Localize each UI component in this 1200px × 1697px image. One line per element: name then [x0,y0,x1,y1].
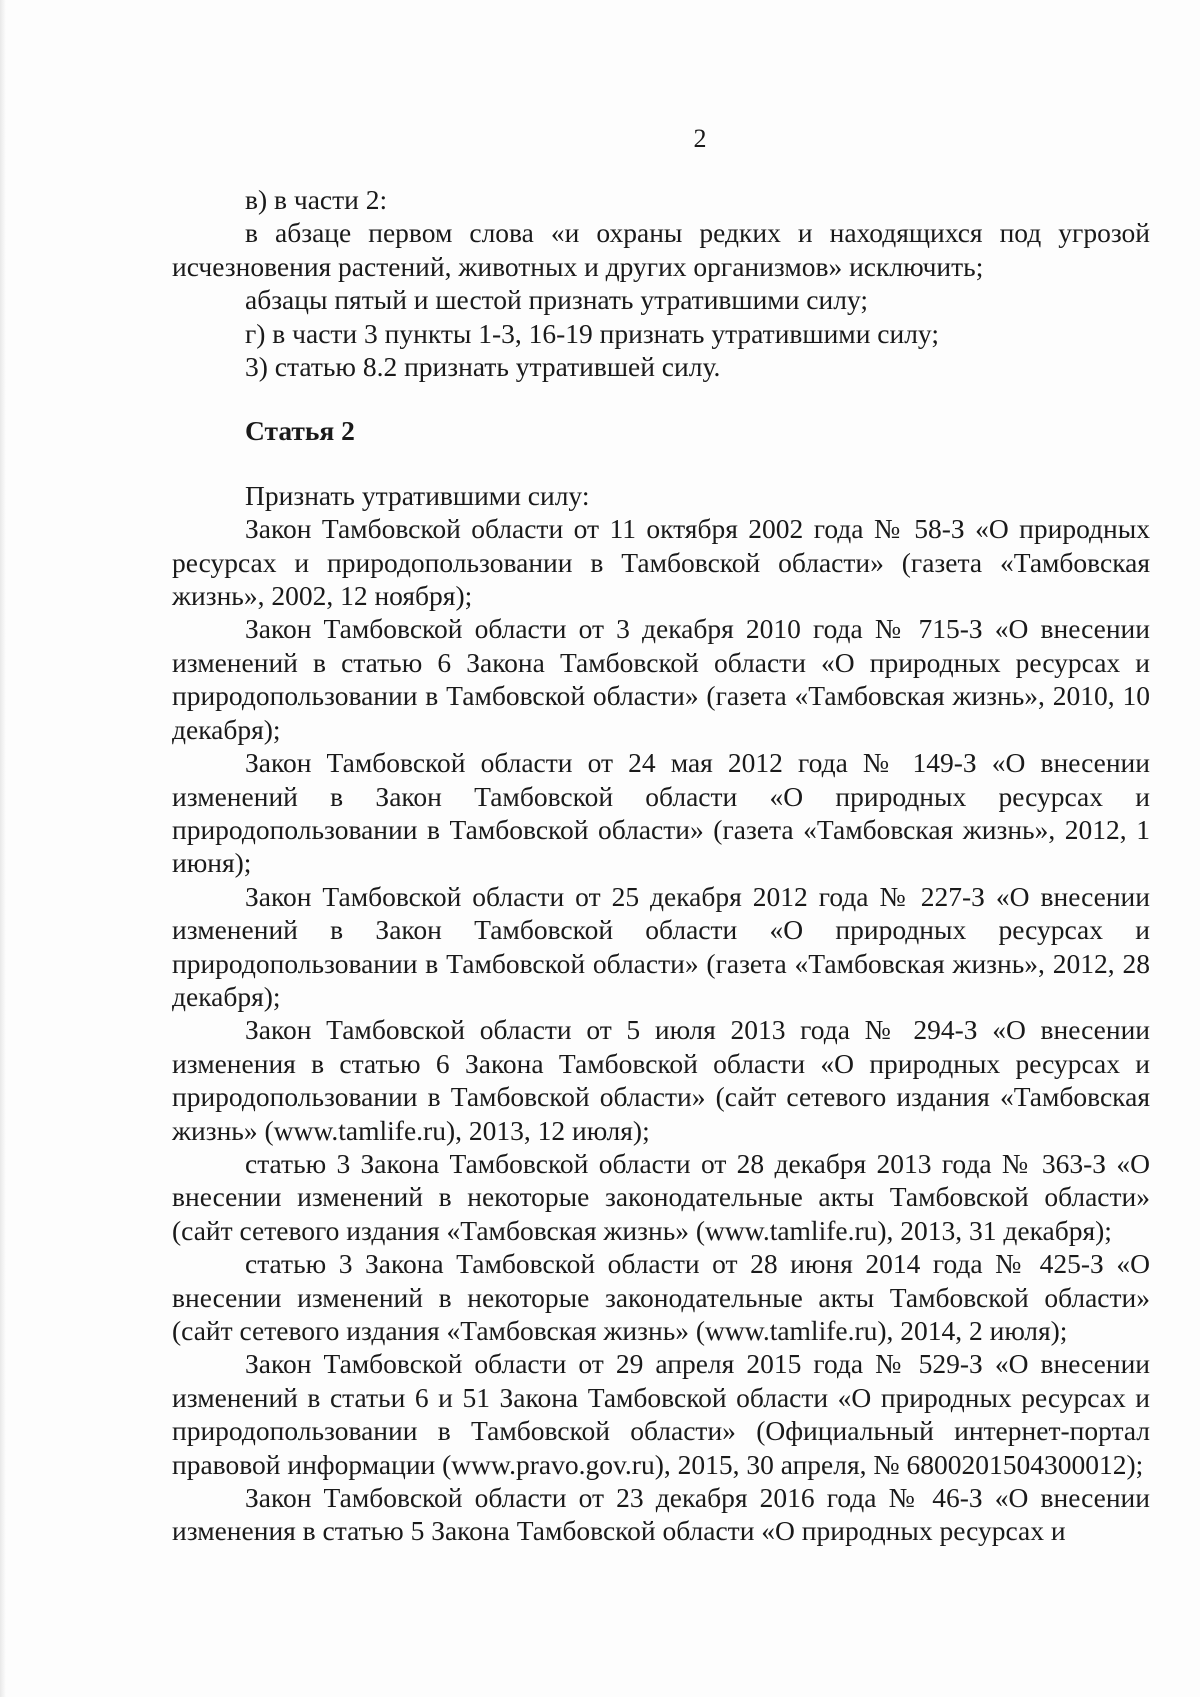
paragraph: Признать утратившими силу: [245,479,590,511]
spacer [172,448,1150,479]
paragraph: статью 3 Закона Тамбовской области от 28 июня 2014 года № 425-З «О внесении изменений в некоторые законодательные акты Тамбовской области» (сайт сетевого издания «Тамбовская жизнь» (www.tamlife.ru), 2014, 2 июля); [172,1248,1150,1346]
paragraph: абзацы пятый и шестой признать утратившими силу; [245,284,868,316]
paragraph: Закон Тамбовской области от 24 мая 2012 года № 149-З «О внесении изменений в Закон Тамбовской области «О природных ресурсах и природопользовании в Тамбовской области» (газета «Тамбовская жизнь», 2012, 1 июня); [172,747,1150,879]
paragraph: Закон Тамбовской области от 23 декабря 2016 года № 46-З «О внесении изменения в статью 5 Закона Тамбовской области «О природных ресурсах и [172,1482,1150,1547]
article-heading: Статья 2 [245,415,355,447]
page-number: 2 [693,124,707,153]
paragraph: Закон Тамбовской области от 29 апреля 2015 года № 529-З «О внесении изменений в статьи 6 и 51 Закона Тамбовской области «О природных ресурсах и природопользовании в Тамбовской области» (Официальный интернет-портал правовой информации (www.pravo.gov.ru), 2015, 30 апреля, № 6800201504300012); [172,1348,1150,1480]
paragraph: Закон Тамбовской области от 3 декабря 2010 года № 715-З «О внесении изменений в статью 6 Закона Тамбовской области «О природных ресурсах и природопользовании в Тамбовской области» (газета «Тамбовская жизнь», 2010, 10 декабря); [172,613,1150,745]
paragraph: статью 3 Закона Тамбовской области от 28 декабря 2013 года № 363-З «О внесении изменений в некоторые законодательные акты Тамбовской области» (сайт сетевого издания «Тамбовская жизнь» (www.tamlife.ru), 2013, 31 декабря); [172,1147,1150,1246]
paragraph: в) в части 2: [245,184,388,215]
paragraph: Закон Тамбовской области от 25 декабря 2012 года № 227-З «О внесении изменений в Закон Тамбовской области «О природных ресурсах и природопользовании в Тамбовской области» (газета «Тамбовская жизнь», 2012, 28 декабря); [172,880,1150,1012]
paragraph: Закон Тамбовской области от 5 июля 2013 года № 294-З «О внесении изменения в статью 6 Закона Тамбовской области «О природных ресурсах и природопользовании в Тамбовской области» (сайт сетевого издания «Тамбовская жизнь» (www.tamlife.ru), 2013, 12 июля); [172,1014,1150,1146]
spacer [172,383,1150,414]
paragraph: 3) статью 8.2 признать утратившей силу. [245,351,721,383]
paragraph: в абзаце первом слова «и охраны редких и находящихся под угрозой исчезновения растений, животных и других организмов» исключить; [172,217,1150,282]
paragraph: г) в части 3 пункты 1-3, 16-19 признать утратившими силу; [245,317,939,349]
document-body [172,183,1150,1548]
scan-edge-shadow [0,0,6,1697]
paragraph: Закон Тамбовской области от 11 октября 2002 года № 58-З «О природных ресурсах и природопользовании в Тамбовской области» (газета «Тамбовская жизнь», 2002, 12 ноября); [172,513,1150,612]
